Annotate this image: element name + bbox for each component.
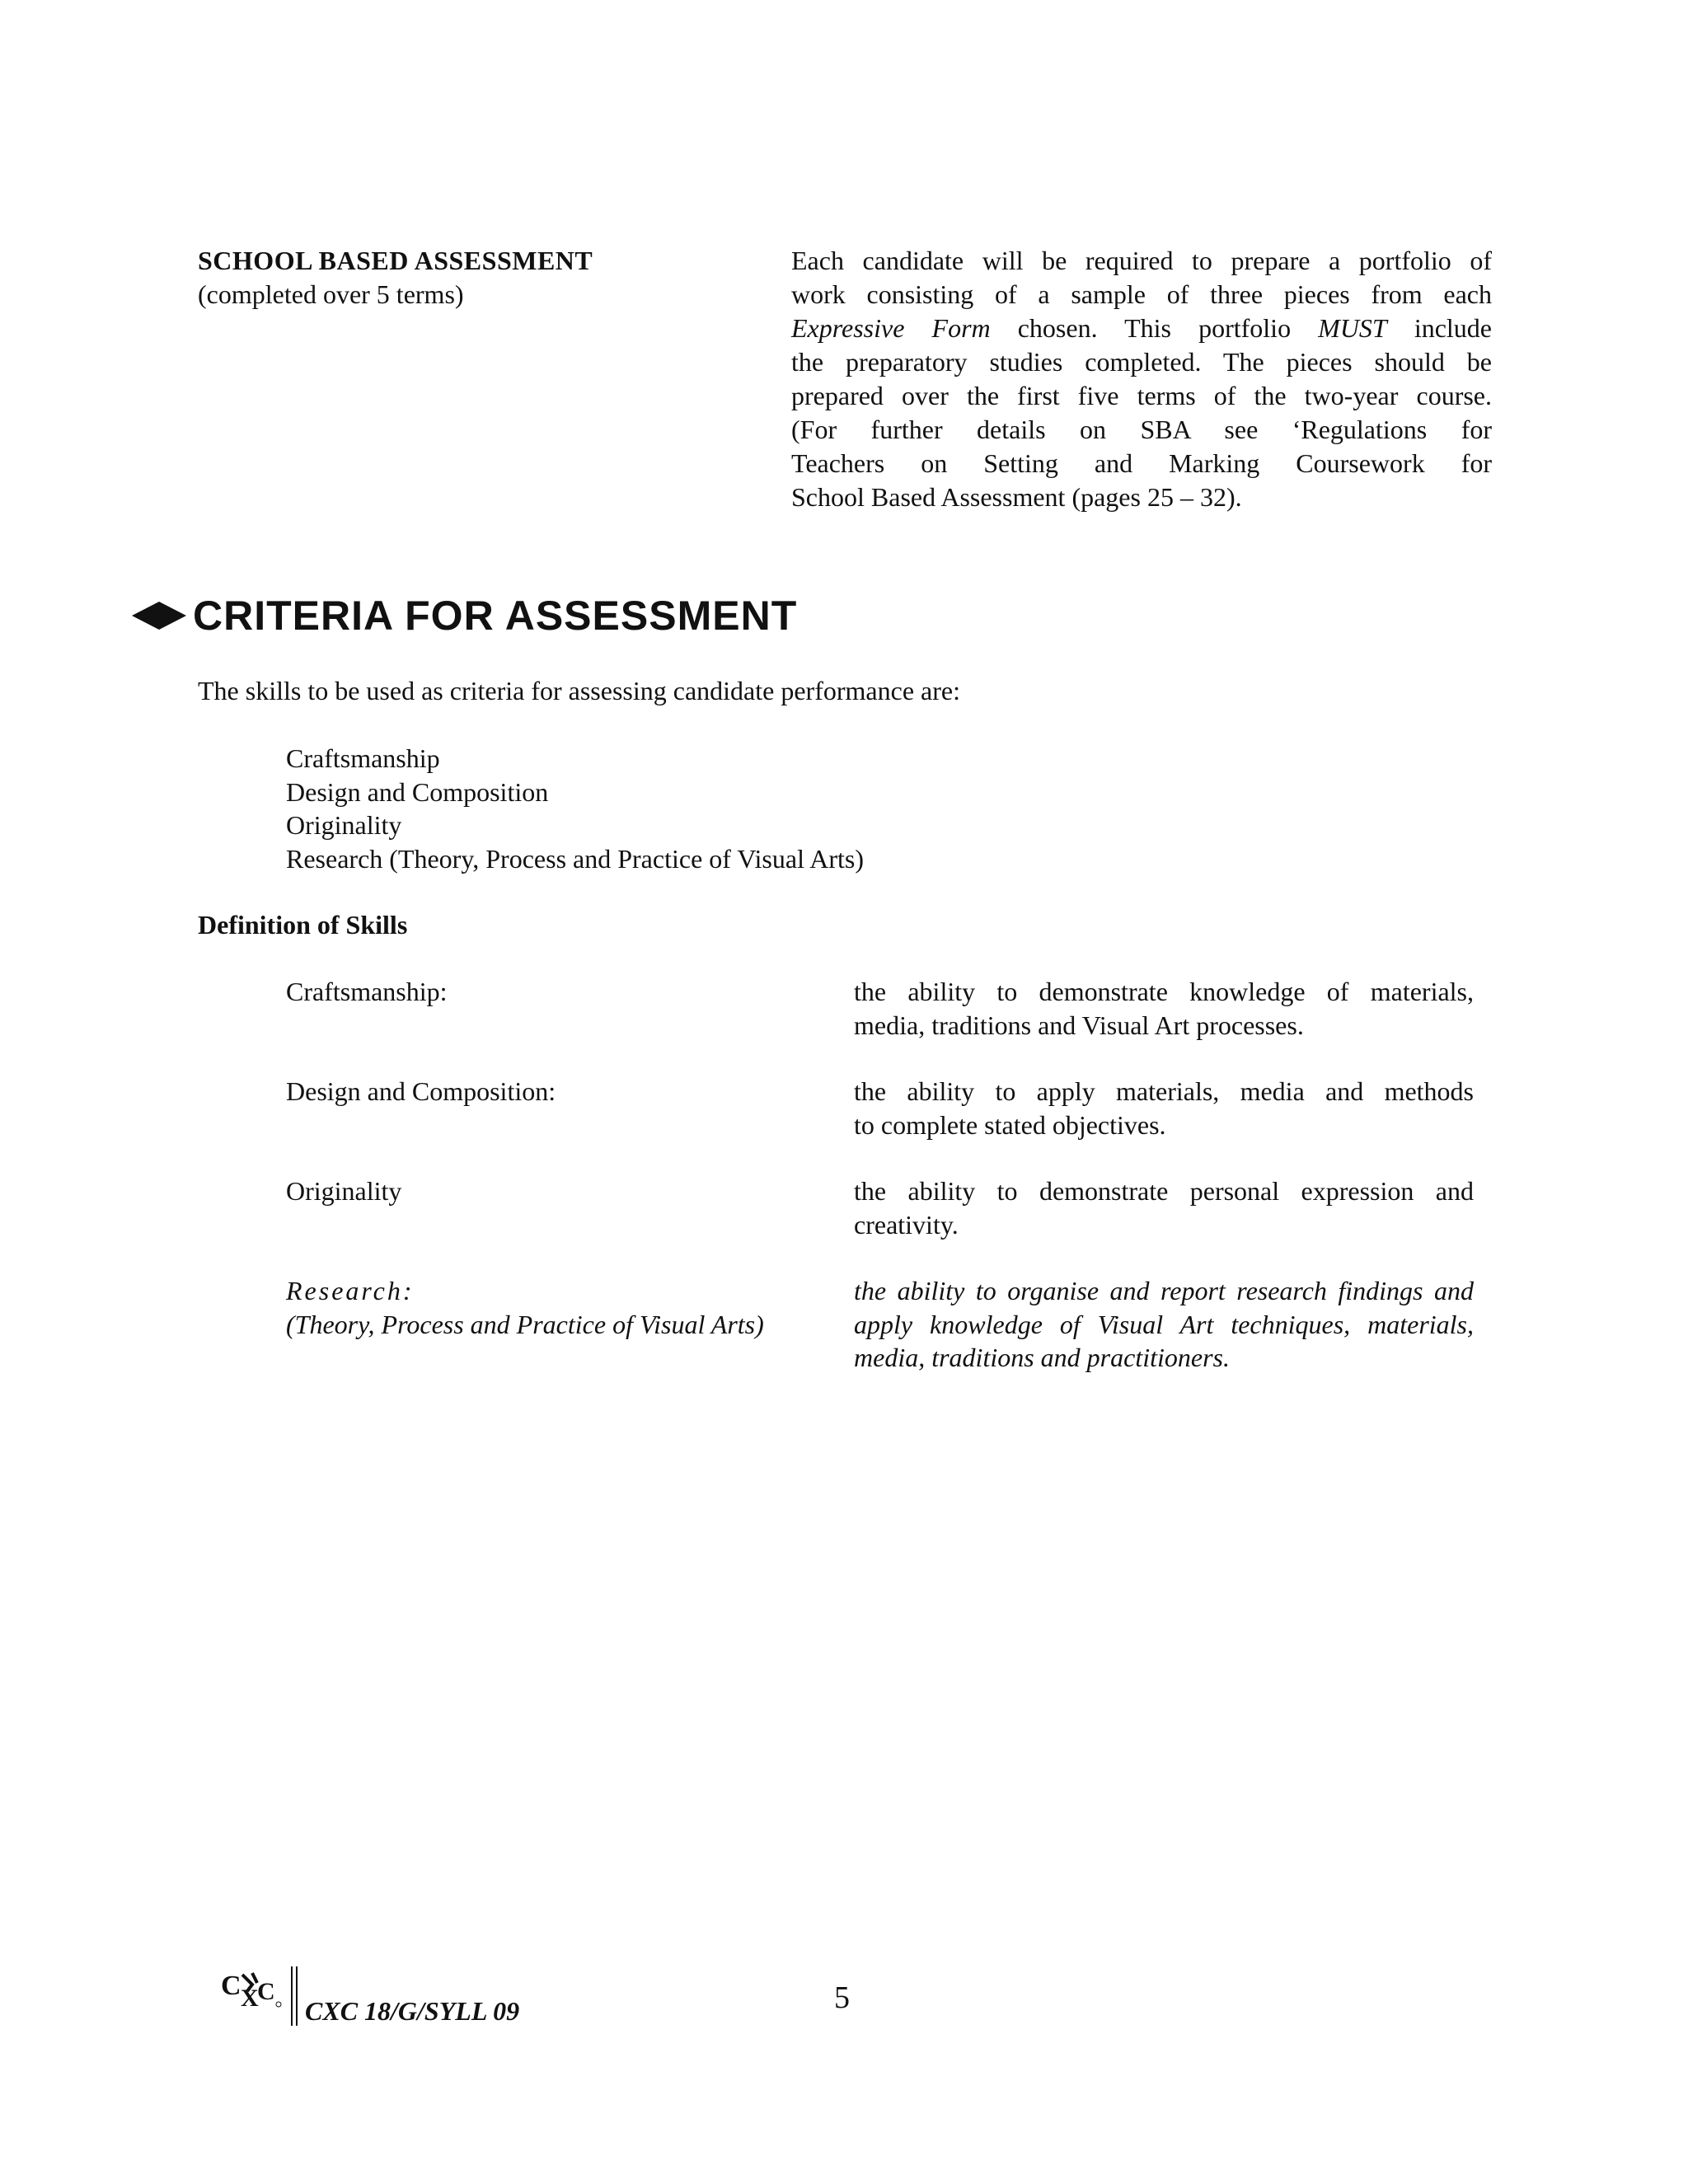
sba-subtitle: (completed over 5 terms) (198, 279, 464, 309)
svg-text:C: C (221, 1971, 241, 2001)
footer-divider (291, 1966, 298, 2026)
definition-line: the ability to organise and report research findings and (854, 1276, 1474, 1305)
page-number: 5 (834, 1980, 850, 2015)
criteria-intro: The skills to be used as criteria for assessing candidate performance are: (198, 676, 960, 705)
definition-line: the ability to apply materials, media and methods (854, 1076, 1474, 1106)
definition-text (854, 1274, 1474, 1375)
skills-list (286, 742, 864, 875)
must-emphasis: MUST (1318, 313, 1387, 343)
sba-line-fragment: include (1386, 313, 1492, 343)
sba-description (791, 244, 1492, 514)
definition-term: Design and Composition: (286, 1076, 556, 1106)
sba-line: prepared over the first five terms of the two-year course. (791, 381, 1492, 410)
sba-line (791, 312, 1492, 345)
definition-term: Research: (286, 1276, 415, 1305)
expressive-form-text: Expressive Form (791, 313, 991, 343)
syllabus-code: CXC 18/G/SYLL 09 (305, 1996, 520, 2026)
svg-text:X: X (241, 1985, 259, 2012)
definition-line: apply knowledge of Visual Art techniques, materials, (854, 1309, 1474, 1339)
definition-line: to complete stated objectives. (854, 1109, 1166, 1140)
sba-line: School Based Assessment (pages 25 – 32). (791, 482, 1242, 512)
definition-term: Craftsmanship: (286, 977, 448, 1006)
sba-line: Each candidate will be required to prepare a portfolio of (791, 246, 1492, 275)
sba-title: SCHOOL BASED ASSESSMENT (198, 246, 593, 275)
skill-item: Originality (286, 810, 402, 840)
sba-line-fragment: chosen. This portfolio (990, 313, 1319, 343)
sba-line: Teachers on Setting and Marking Coursework for (791, 448, 1492, 478)
definition-term: Originality (286, 1176, 402, 1206)
definition-line: the ability to demonstrate knowledge of materials, (854, 977, 1474, 1006)
svg-text:C: C (257, 1978, 275, 2005)
criteria-section-heading (132, 587, 797, 644)
definition-text (854, 975, 1474, 1042)
definition-term-research (286, 1274, 764, 1341)
sba-line: work consisting of a sample of three pieces from each (791, 279, 1492, 309)
sba-line: (For further details on SBA see ‘Regulations for (791, 415, 1492, 444)
skill-item: Design and Composition (286, 776, 549, 807)
section-title: CRITERIA FOR ASSESSMENT (193, 593, 798, 639)
diamond-bullet-icon (132, 602, 186, 630)
definition-heading: Definition of Skills (198, 910, 408, 940)
definition-text (854, 1174, 1474, 1241)
definition-line: media, traditions and Visual Art processes. (854, 1010, 1304, 1040)
definition-line: creativity. (854, 1209, 959, 1240)
definition-term-sub: (Theory, Process and Practice of Visual Arts) (286, 1309, 764, 1339)
sba-line: the preparatory studies completed. The pieces should be (791, 347, 1492, 377)
definition-line: the ability to demonstrate personal expression and (854, 1176, 1474, 1206)
cxc-logo-icon (219, 1966, 285, 2016)
skill-item: Craftsmanship (286, 743, 440, 773)
definition-line: media, traditions and practitioners. (854, 1343, 1230, 1372)
skill-item: Research (Theory, Process and Practice of Visual Arts) (286, 843, 864, 874)
definition-text (854, 1075, 1474, 1141)
